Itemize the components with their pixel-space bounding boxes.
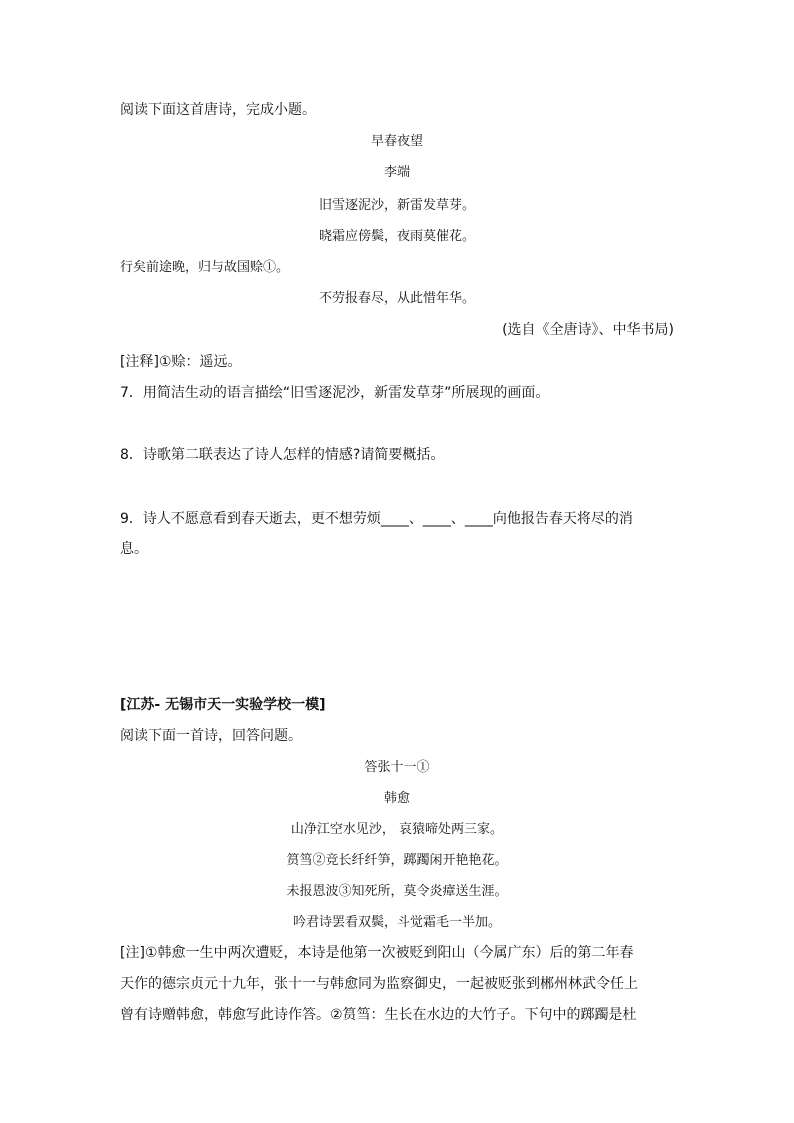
question-7: 7．用简洁生动的语言描绘“旧雪逐泥沙，新雷发草芽”所展现的画面。 — [120, 385, 550, 401]
poem-line: 吟君诗罢看双鬓，斗觉霜毛一半加。 — [292, 915, 501, 930]
poem-line: 山净江空水见沙， 哀猿啼处两三家。 — [290, 822, 504, 837]
poem-title: 早春夜望 — [370, 134, 423, 149]
annotation-note: 天作的德宗贞元十九年，张十一与韩愈同为监察御史，一起被贬张到郴州林武令任上 — [120, 976, 638, 992]
poem-title: 答张十一① — [364, 760, 430, 775]
poem-author: 李端 — [383, 165, 410, 180]
question-9: 9．诗人不愿意看到春天逝去，更不想劳烦____、____、____向他报告春天将尽的消 — [120, 511, 633, 527]
source-header: [江苏- 无锡市天一实验学校一模] — [120, 697, 326, 713]
poem-line: 晓霜应傍鬓，夜雨莫催花。 — [318, 229, 475, 244]
poem-author: 韩愈 — [383, 791, 410, 806]
instruction-text: 阅读下面这首唐诗，完成小题。 — [120, 102, 316, 118]
annotation-note: [注]①韩愈一生中两次遭贬，本诗是他第一次被贬到阳山（今属广东）后的第二年春 — [120, 945, 634, 961]
poem-line: 未报恩波③知死所，莫令炎瘴送生涯。 — [286, 884, 508, 899]
poem-line: 行矣前途晚，归与故国赊①。 — [120, 260, 290, 275]
poem-line: 旧雪逐泥沙，新雷发草芽。 — [318, 198, 475, 213]
poem-source: (选自《全唐诗》、中华书局) — [502, 322, 674, 338]
instruction-text: 阅读下面一首诗，回答问题。 — [120, 728, 302, 744]
poem-line: 不劳报春尽，从此惜年华。 — [318, 291, 475, 306]
question-9-continued: 息。 — [120, 541, 148, 557]
annotation-note: [注释]①赊：遥远。 — [120, 354, 242, 370]
annotation-note: 曾有诗赠韩愈，韩愈写此诗作答。②筼筜：生长在水边的大竹子。下句中的踯躅是杜 — [120, 1007, 637, 1023]
poem-line: 筼筜②竞长纤纤笋，踯躅闲开艳艳花。 — [286, 853, 508, 868]
question-8: 8．诗歌第二联表达了诗人怎样的情感?请简要概括。 — [120, 447, 445, 463]
